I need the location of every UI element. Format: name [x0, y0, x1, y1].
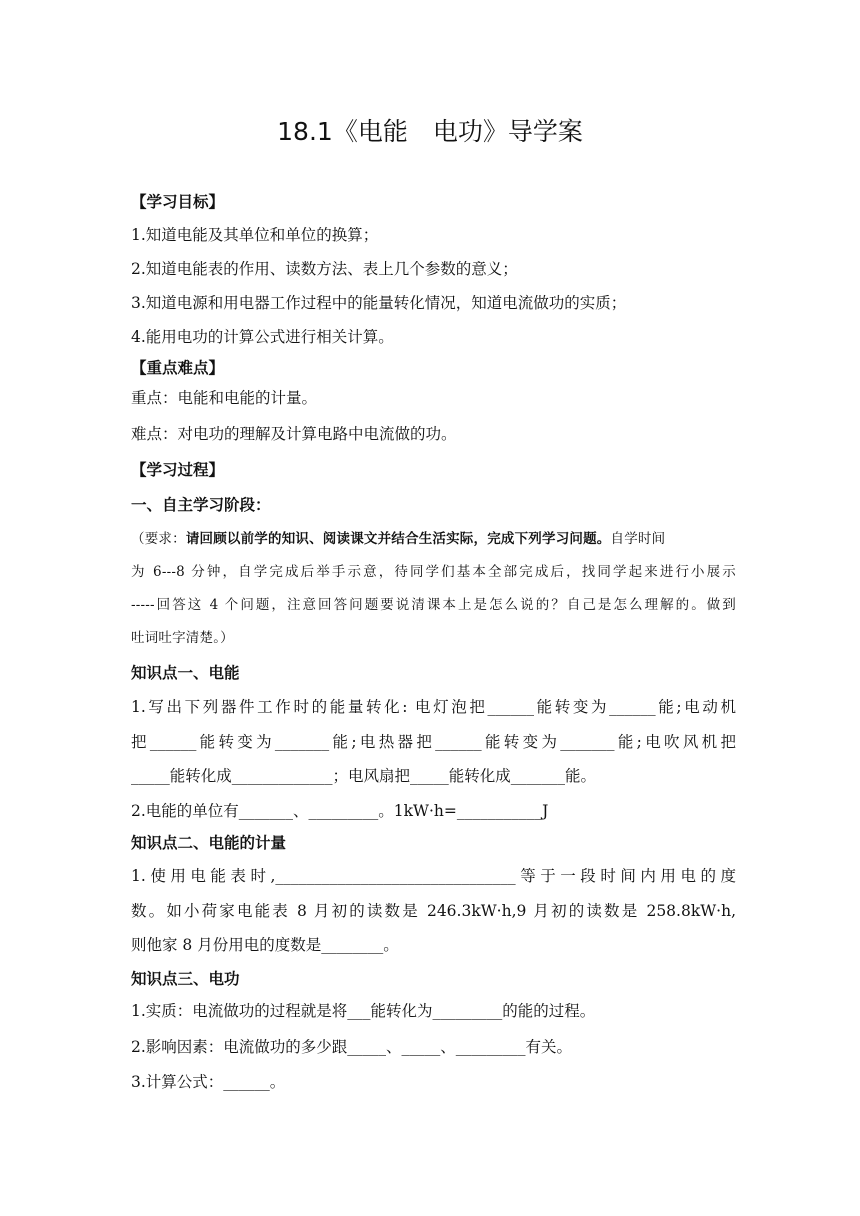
kp2-heading: 知识点二、电能的计量: [131, 834, 287, 852]
kp3-heading: 知识点三、电功: [131, 970, 240, 988]
goal-item: 1.知道电能及其单位和单位的换算；: [131, 226, 379, 244]
difficulty-text: 难点：对电功的理解及计算电路中电流做的功。: [131, 425, 457, 443]
requirement-note-line: 为 6---8 分钟，自学完成后举手示意，待同学们基本全部完成后，找同学起来进行小展示: [131, 564, 736, 580]
goal-item: 2.知道电能表的作用、读数方法、表上几个参数的意义；: [131, 260, 518, 278]
key-points-heading: 【重点难点】: [131, 359, 225, 377]
requirement-prefix: （要求：: [131, 531, 186, 547]
kp3-question-1: 1.实质：电流做功的过程就是将___能转化为_________的能的过程。: [131, 1002, 596, 1020]
learning-process-heading: 【学习过程】: [131, 461, 225, 479]
kp2-question-line: 则他家 8 月份用电的度数是________。: [131, 936, 399, 954]
self-study-stage-heading: 一、自主学习阶段：: [131, 496, 271, 514]
kp1-question-line: 把______能转变为_______能;电热器把______能转变为_______能;电吹风机把: [131, 733, 736, 751]
kp3-question-3: 3.计算公式：______。: [131, 1073, 286, 1091]
learning-goals-heading: 【学习目标】: [131, 193, 225, 211]
focus-text: 重点：电能和电能的计量。: [131, 389, 318, 407]
kp2-question-line: 1.使用电能表时,_______________________________等于一段时间内用电的度: [131, 867, 736, 885]
requirement-bold-text: 请回顾以前学的知识、阅读课文并结合生活实际，完成下列学习问题。: [185, 531, 611, 547]
requirement-note-line: 吐词吐字清楚。）: [131, 630, 234, 646]
goal-item: 3.知道电源和用电器工作过程中的能量转化情况，知道电流做功的实质；: [131, 294, 627, 312]
kp1-question-line: 1.写出下列器件工作时的能量转化: 电灯泡把______能转变为______能;电动机: [131, 698, 736, 716]
goal-item: 4.能用电功的计算公式进行相关计算。: [131, 328, 394, 346]
kp2-question-line: 数。如小荷家电能表 8 月初的读数是 246.3kW·h,9 月初的读数是 258.8kW·h,: [131, 902, 736, 920]
kp1-question-line: _____能转化成_____________；电风扇把_____能转化成_______能。: [131, 767, 597, 785]
document-title: 18.1《电能 电功》导学案: [277, 117, 583, 146]
requirement-note-line: [131, 528, 736, 550]
kp1-heading: 知识点一、电能: [131, 664, 240, 682]
kp3-question-2: 2.影响因素：电流做功的多少跟_____、_____、_________有关。: [131, 1038, 573, 1056]
requirement-tail: 自学时间: [610, 531, 666, 547]
requirement-note-line: -----回答这 4 个问题，注意回答问题要说清课本上是怎么说的？自己是怎么理解的。做到: [131, 597, 736, 613]
kp1-question-2: 2.电能的单位有_______、_________。1kW·h=___________J: [131, 802, 549, 820]
